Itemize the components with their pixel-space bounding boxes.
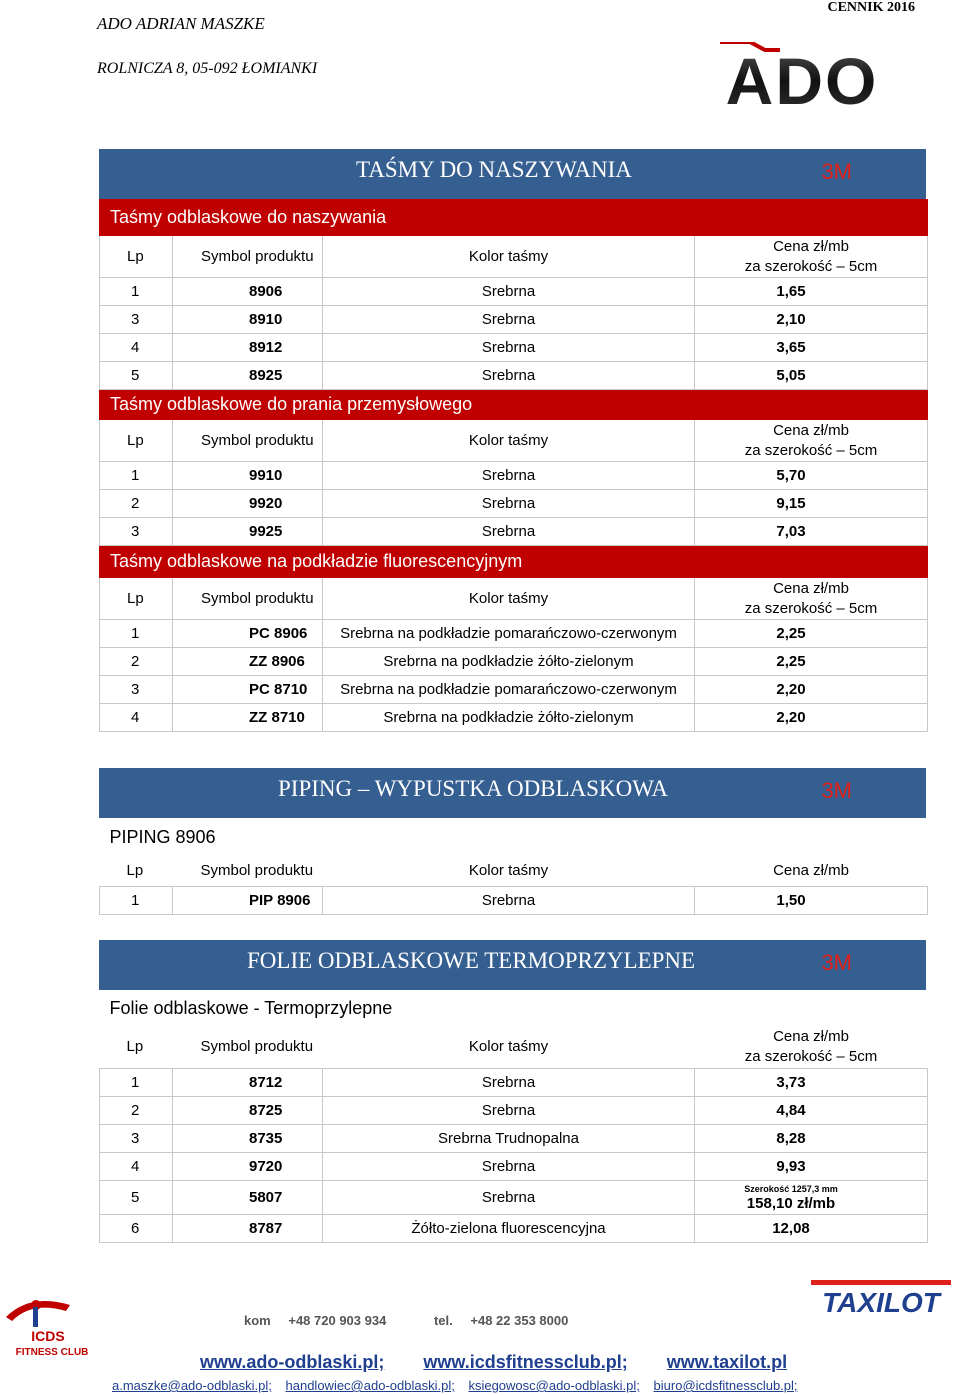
table-header-row: Lp Symbol produktu Kolor taśmy Cena zł/mb za szerokość – 5cm: [126, 1027, 878, 1065]
table-row: 4 ZZ 8710 Srebrna na podkładzie żółto-zielonym 2,20: [100, 704, 928, 732]
banner-title: PIPING – WYPUSTKA ODBLASKOWA: [278, 776, 668, 801]
price-table-folie: [99, 990, 928, 1243]
ado-logo: [690, 42, 915, 108]
group-title: Taśmy odblaskowe na podkładzie fluorescencyjnym: [100, 546, 928, 578]
table-header-row: Lp Symbol produktu Kolor taśmy Cena zł/mb za szerokość – 5cm: [100, 420, 928, 462]
width-note: Szerokość 1257,3 mm: [744, 1183, 838, 1194]
price-table-piping: [99, 818, 928, 915]
link-ado-odblaski[interactable]: www.ado-odblaski.pl;: [200, 1352, 385, 1372]
company-name: ADO ADRIAN MASZKE: [97, 14, 265, 33]
section-banner-tasmy: [99, 149, 926, 199]
catalog-title: CENNIK 2016: [827, 0, 915, 15]
table-row: 1 9910 Srebrna 5,70: [100, 462, 928, 490]
table-header-row: Lp Symbol produktu Kolor taśmy Cena zł/mb: [126, 862, 849, 880]
tel-label: tel.: [433, 1313, 453, 1328]
table-row: 1 PC 8906 Srebrna na podkładzie pomarańczowo-czerwonym 2,25: [100, 620, 928, 648]
table-row: 1 8712 Srebrna 3,73: [100, 1068, 928, 1096]
table-row: 6 8787 Żółto-zielona fluorescencyjna 12,08: [100, 1214, 928, 1242]
email-maszke[interactable]: a.maszke@ado-odblaski.pl;: [112, 1378, 272, 1393]
website-links: [200, 1352, 821, 1373]
section-banner-piping: [99, 768, 926, 818]
email-handlowiec[interactable]: handlowiec@ado-odblaski.pl;: [285, 1378, 455, 1393]
table-row: 3 9925 Srebrna 7,03: [100, 518, 928, 546]
group-title-row: [100, 990, 928, 1026]
link-icdsfitnessclub[interactable]: www.icdsfitnessclub.pl;: [423, 1352, 628, 1372]
svg-text:ICDS: ICDS: [31, 1328, 65, 1344]
company-address: ROLNICZA 8, 05-092 ŁOMIANKI: [97, 60, 318, 77]
svg-text:FITNESS CLUB: FITNESS CLUB: [15, 1347, 89, 1358]
table-header-row: [100, 236, 928, 278]
table-header-row: Lp Symbol produktu Kolor taśmy Cena zł/mb za szerokość – 5cm: [100, 578, 928, 620]
phone-number[interactable]: +48 22 353 8000: [470, 1313, 569, 1328]
email-links: [112, 1378, 808, 1393]
table-row: 5 5807 Srebrna Szerokość 1257,3 mm 158,10 zł/mb: [100, 1180, 928, 1214]
price-table-tasmy: [99, 199, 928, 732]
table-row: 3 8735 Srebrna Trudnopalna 8,28: [100, 1124, 928, 1152]
col-cena: Cena zł/mb za szerokość – 5cm: [695, 236, 928, 278]
group-title-row: [100, 390, 928, 420]
icds-fitness-logo: [0, 1295, 105, 1360]
table-row: 3 PC 8710 Srebrna na podkładzie pomarańczowo-czerwonym 2,20: [100, 676, 928, 704]
link-taxilot[interactable]: www.taxilot.pl: [666, 1352, 788, 1372]
table-row: 3 8910 Srebrna 2,10: [100, 306, 928, 334]
group-title-row: [100, 200, 928, 236]
email-biuro[interactable]: biuro@icdsfitnessclub.pl;: [653, 1378, 798, 1393]
group-title: Folie odblaskowe - Termoprzylepne: [100, 990, 928, 1026]
table-row: 4 8912 Srebrna 3,65: [100, 334, 928, 362]
brand-3m-label: 3M: [821, 159, 852, 184]
group-title: Taśmy odblaskowe do prania przemysłowego: [100, 390, 928, 420]
svg-text:TAXILOT: TAXILOT: [822, 1287, 940, 1316]
banner-title: FOLIE ODBLASKOWE TERMOPRZYLEPNE: [247, 948, 696, 973]
taxilot-logo: [807, 1280, 955, 1316]
group-title: PIPING 8906: [100, 818, 928, 856]
section-banner-folie: [99, 940, 926, 990]
table-row: 2 ZZ 8906 Srebrna na podkładzie żółto-zielonym 2,25: [100, 648, 928, 676]
group-title: Taśmy odblaskowe do naszywania: [100, 200, 928, 236]
brand-3m-label: 3M: [821, 778, 852, 803]
banner-title: TAŚMY DO NASZYWANIA: [356, 157, 632, 182]
brand-3m-label: 3M: [821, 950, 852, 975]
table-row: 1 PIP 8906 Srebrna 1,50: [100, 886, 928, 914]
email-ksiegowosc[interactable]: ksiegowosc@ado-odblaski.pl;: [468, 1378, 640, 1393]
kom-label: kom: [244, 1313, 271, 1328]
col-kolor: Kolor taśmy: [323, 236, 695, 278]
col-symbol: Symbol produktu: [173, 236, 323, 278]
contact-line: [244, 1313, 582, 1328]
table-row: 2 9920 Srebrna 9,15: [100, 490, 928, 518]
col-lp: Lp: [100, 236, 173, 278]
table-row: 4 9720 Srebrna 9,93: [100, 1152, 928, 1180]
group-title-row: [100, 546, 928, 578]
mobile-number[interactable]: +48 720 903 934: [288, 1313, 387, 1328]
group-title-row: [100, 818, 928, 856]
table-row: 5 8925 Srebrna 5,05: [100, 362, 928, 390]
table-row: 1 8906 Srebrna 1,65: [100, 278, 928, 306]
svg-text:ADO: ADO: [725, 44, 879, 108]
table-row: 2 8725 Srebrna 4,84: [100, 1096, 928, 1124]
